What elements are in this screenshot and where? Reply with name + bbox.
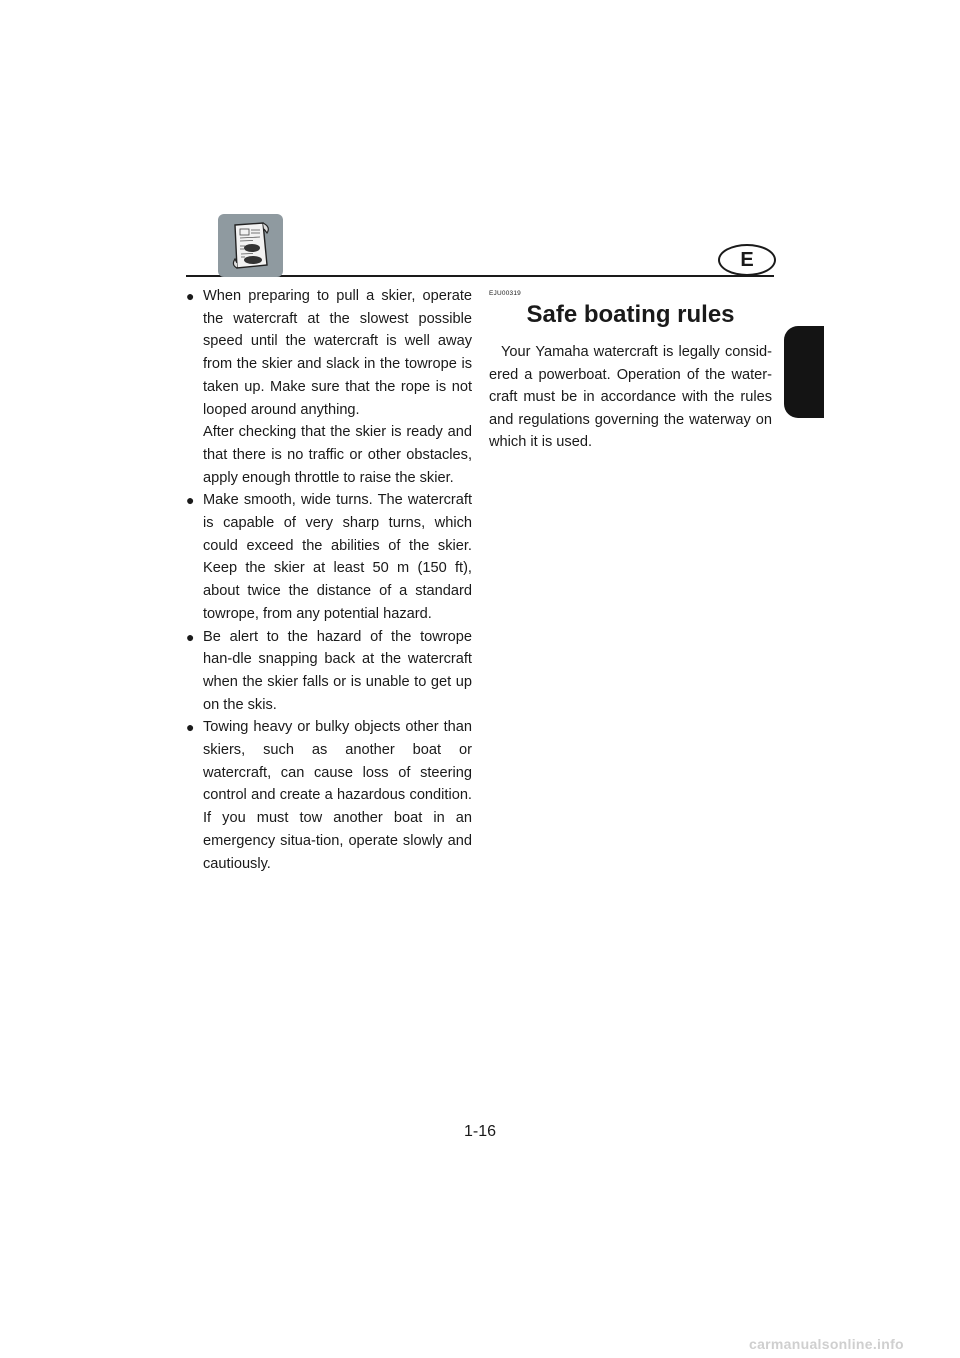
chapter-tab — [784, 326, 824, 418]
bullet-icon: ● — [186, 719, 195, 736]
section-title: Safe boating rules — [526, 301, 735, 328]
manual-book-icon — [218, 214, 283, 277]
bullet-icon: ● — [186, 288, 195, 304]
bullet-paragraph: Be alert to the hazard of the towrope han-dle snapping back at the watercraft when the skier falls or is unable to get up on the skis. — [203, 628, 472, 713]
watermark: carmanualsonline.info — [749, 1336, 904, 1352]
section-body: Your Yamaha watercraft is legally consid-ered a powerboat. Operation of the water-craft must be in accordance with the rules and regulations governing the waterway on which it is used. — [489, 344, 772, 450]
reference-code: EJU00319 — [489, 290, 521, 297]
language-badge: E — [718, 244, 776, 276]
bullet-paragraph: Towing heavy or bulky objects other than skiers, such as another boat or watercraft, can cause loss of steering control and create a hazardous condition. If you must tow another boat in an emergency situa-tion, operate slowly and cautiously. — [203, 719, 472, 872]
bullet-paragraph: After checking that the skier is ready and that there is no traffic or other obstacles, apply enough throttle to raise the skier. — [203, 424, 472, 486]
bullet-item — [186, 626, 472, 717]
left-column — [186, 285, 472, 875]
bullet-item — [186, 716, 472, 875]
bullet-item — [186, 489, 472, 625]
bullet-paragraph: Make smooth, wide turns. The watercraft is capable of very sharp turns, which could exceed the abilities of the skier. Keep the skier at least 50 m (150 ft), about twice the distance of a standard towrope, from any potential hazard. — [203, 492, 472, 622]
bullet-item — [186, 285, 472, 489]
page-number: 1-16 — [463, 1123, 497, 1140]
bullet-icon: ● — [186, 492, 195, 509]
bullet-paragraph: When preparing to pull a skier, operate the watercraft at the slowest possible speed until the watercraft is well away from the skier and slack in the towrope is taken up. Make sure that the rope is not looped around anything. — [203, 288, 472, 418]
bullet-icon: ● — [186, 628, 195, 645]
right-column — [489, 290, 772, 454]
